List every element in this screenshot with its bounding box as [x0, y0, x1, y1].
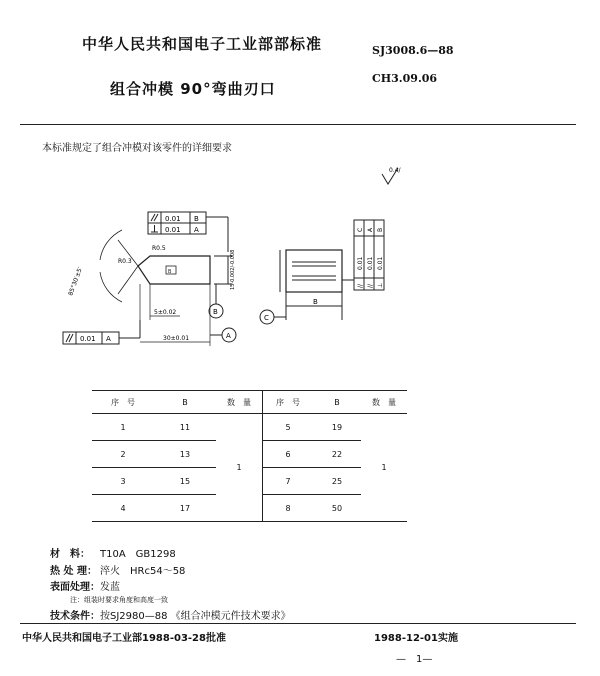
side-fcf-2-sym: // [367, 283, 374, 288]
side-fcf-1-sym: // [357, 283, 364, 288]
side-fcf-1-value: 0.01 [357, 256, 364, 270]
heat-treatment-line [50, 562, 185, 577]
page-number: — 1— [396, 654, 433, 665]
header-seq-2: 序 号 [263, 391, 314, 414]
radius-r05: R0.5 [152, 245, 166, 252]
surface-line [50, 578, 120, 593]
heat-treatment-value: 淬火 HRc54～58 [100, 566, 186, 577]
height-dim: 15-0.002/-0.008 [230, 249, 236, 290]
header-b-2: B [313, 391, 361, 414]
size-table [92, 390, 407, 522]
header-qty-2: 数 量 [361, 391, 407, 414]
dim-30: 30±0.01 [163, 335, 190, 342]
standard-number: SJ3008.6—88 [372, 44, 454, 57]
cell-b: 15 [154, 468, 216, 495]
side-fcf-2-ref: A [367, 227, 374, 232]
cell-seq: 5 [263, 414, 314, 441]
roughness-value: 0.4/ [389, 167, 401, 174]
dim-5: 5±0.02 [154, 309, 177, 316]
roughness-symbol [382, 167, 402, 184]
header-qty-1: 数 量 [216, 391, 263, 414]
tech-line [50, 607, 291, 622]
cell-b: 50 [313, 495, 361, 522]
header-seq-1: 序 号 [92, 391, 154, 414]
material-line [50, 545, 176, 560]
fcf-parallel-ref: B [194, 215, 199, 223]
cell-b: 11 [154, 414, 216, 441]
side-fcf-2-value: 0.01 [367, 256, 374, 270]
intro-text: 本标准规定了组合冲模对该零件的详细要求 [42, 143, 232, 154]
tech-label: 技术条件： [50, 611, 100, 622]
angle-dim: 85°30′±5′ [67, 266, 85, 297]
document-title: 组合冲模 90°弯曲刃口 [110, 80, 276, 98]
table-header-row [92, 391, 407, 414]
fcf-perp-ref: A [194, 226, 199, 234]
side-fcf-3-ref: B [377, 227, 384, 232]
cell-qty-right: 1 [361, 414, 407, 522]
surface-label: 表面处理： [50, 582, 100, 593]
footer-rule [20, 623, 576, 624]
cell-b: 13 [154, 441, 216, 468]
material-label: 材 料： [50, 549, 90, 560]
cell-seq: 7 [263, 468, 314, 495]
surface-value: 发蓝 [100, 582, 120, 593]
cell-b: 22 [313, 441, 361, 468]
fcf-perp-value: 0.01 [165, 226, 181, 234]
radius-r03: R0.3 [118, 258, 132, 265]
cell-b: 25 [313, 468, 361, 495]
datum-a: A [226, 332, 231, 340]
fcf-bottom-value: 0.01 [80, 335, 96, 343]
implement-text: 1988-12-01实施 [374, 633, 458, 644]
approval-text: 中华人民共和国电子工业部1988-03-28批准 [22, 633, 226, 644]
side-dim-b: B [313, 298, 318, 306]
fcf-parallel-value: 0.01 [165, 215, 181, 223]
note-text: 注：组装时要求角度和高度一致 [70, 596, 168, 604]
side-fcf-3-sym: ⊥ [377, 282, 384, 288]
heat-treatment-label: 热 处 理： [50, 566, 97, 577]
svg-text:B: B [168, 269, 172, 275]
cell-seq: 6 [263, 441, 314, 468]
cell-qty-left: 1 [216, 414, 263, 522]
table-row [92, 414, 407, 441]
side-fcf-1-ref: C [357, 227, 364, 232]
fcf-bottom [63, 320, 140, 344]
cell-seq: 1 [92, 414, 154, 441]
datum-c: C [264, 314, 269, 322]
technical-drawing [0, 160, 600, 360]
header-b-1: B [154, 391, 216, 414]
tech-value: 按SJ2980—88 《组合冲模元件技术要求》 [100, 611, 291, 622]
cell-seq: 4 [92, 495, 154, 522]
side-fcf-3-value: 0.01 [377, 256, 384, 270]
datum-b: B [213, 308, 218, 316]
part-front-view [100, 230, 210, 302]
cell-seq: 2 [92, 441, 154, 468]
part-side-view [280, 250, 342, 320]
cell-b: 19 [313, 414, 361, 441]
cell-b: 17 [154, 495, 216, 522]
ministry-header: 中华人民共和国电子工业部部标准 [82, 35, 323, 53]
header-rule [20, 124, 576, 125]
fcf-bottom-ref: A [106, 335, 111, 343]
ch-number: CH3.09.06 [372, 72, 438, 85]
cell-seq: 3 [92, 468, 154, 495]
cell-seq: 8 [263, 495, 314, 522]
material-value: T10A GB1298 [100, 549, 176, 560]
